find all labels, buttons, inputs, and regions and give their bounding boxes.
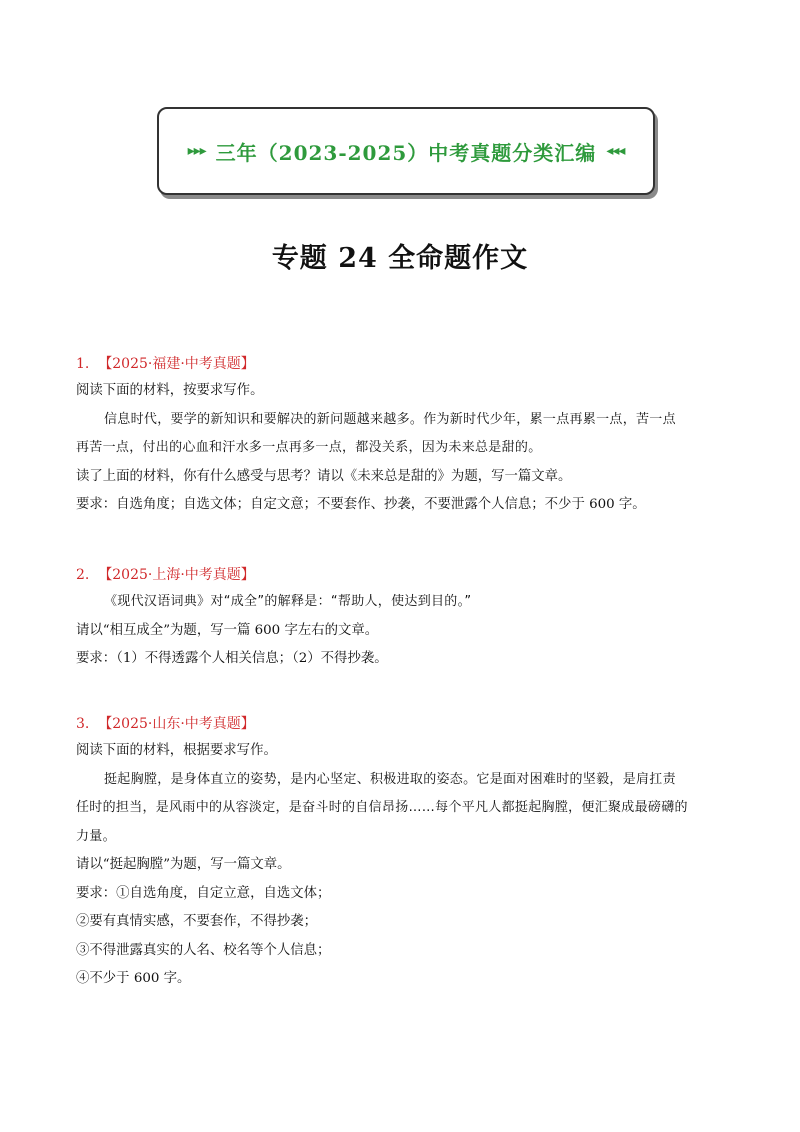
requirement-line: 要求：自选角度；自选文体；自定文意；不要套作、抄袭，不要泄露个人信息；不少于 600 字。 [76,497,646,512]
material-line: 挺起胸膛，是身体直立的姿势，是内心坚定、积极进取的姿态。它是面对困难时的坚毅，是肩扛责 [104,771,676,787]
question-line: 请以“挺起胸膛”为题，写一篇文章。 [76,857,291,872]
question-3 [76,711,726,994]
material-line: 信息时代，要学的新知识和要解决的新问题越来越多。作为新时代少年，累一点再累一点，苦一点 [104,411,676,427]
question-number: 1. [76,356,90,372]
left-arrows-icon: ▸▸▸ [187,143,206,159]
banner-text: 三年（2023-2025）中考真题分类汇编 [215,140,597,165]
material-line: 力量。 [76,828,116,844]
requirement-line: ③不得泄露真实的人名、校名等个人信息； [76,942,331,958]
requirement-line: 要求：（1）不得透露个人相关信息；（2）不得抄袭。 [76,651,388,666]
question-source: 【2025·福建·中考真题】 [98,356,255,372]
question-number: 2. [76,567,90,583]
banner-content [188,137,625,166]
question-line: 阅读下面的材料，按要求写作。 [76,383,264,398]
material-line: 任时的担当，是风雨中的从容淡定，是奋斗时的自信昂扬……每个平凡人都挺起胸膛，便汇聚成最磅礴的 [76,800,688,815]
question-2 [76,562,726,674]
question-source: 【2025·上海·中考真题】 [98,567,255,583]
header-banner [157,107,655,195]
material-line: 再苦一点，付出的心血和汗水多一点再多一点，都没关系，因为未来总是甜的。 [76,440,542,455]
question-header [76,711,726,737]
requirement-line: ④不少于 600 字。 [76,971,191,986]
question-header [76,351,726,377]
requirement-line: ②要有真情实感，不要套作，不得抄袭； [76,914,318,929]
page-title: 专题 24 全命题作文 [271,243,529,274]
question-line: 阅读下面的材料，根据要求写作。 [76,743,277,758]
right-arrows-icon: ◂◂◂ [606,143,625,159]
material-line: 《现代汉语词典》对“成全”的解释是：“帮助人，使达到目的。” [104,594,472,609]
question-header [76,562,726,588]
question-1 [76,351,726,520]
question-source: 【2025·山东·中考真题】 [98,716,255,732]
question-line: 读了上面的材料，你有什么感受与思考？请以《未来总是甜的》为题，写一篇文章。 [76,468,572,484]
question-line: 请以“相互成全”为题，写一篇 600 字左右的文章。 [76,622,379,638]
requirement-line: 要求：①自选角度，自定立意，自选文体； [76,885,331,901]
question-number: 3. [76,716,90,732]
